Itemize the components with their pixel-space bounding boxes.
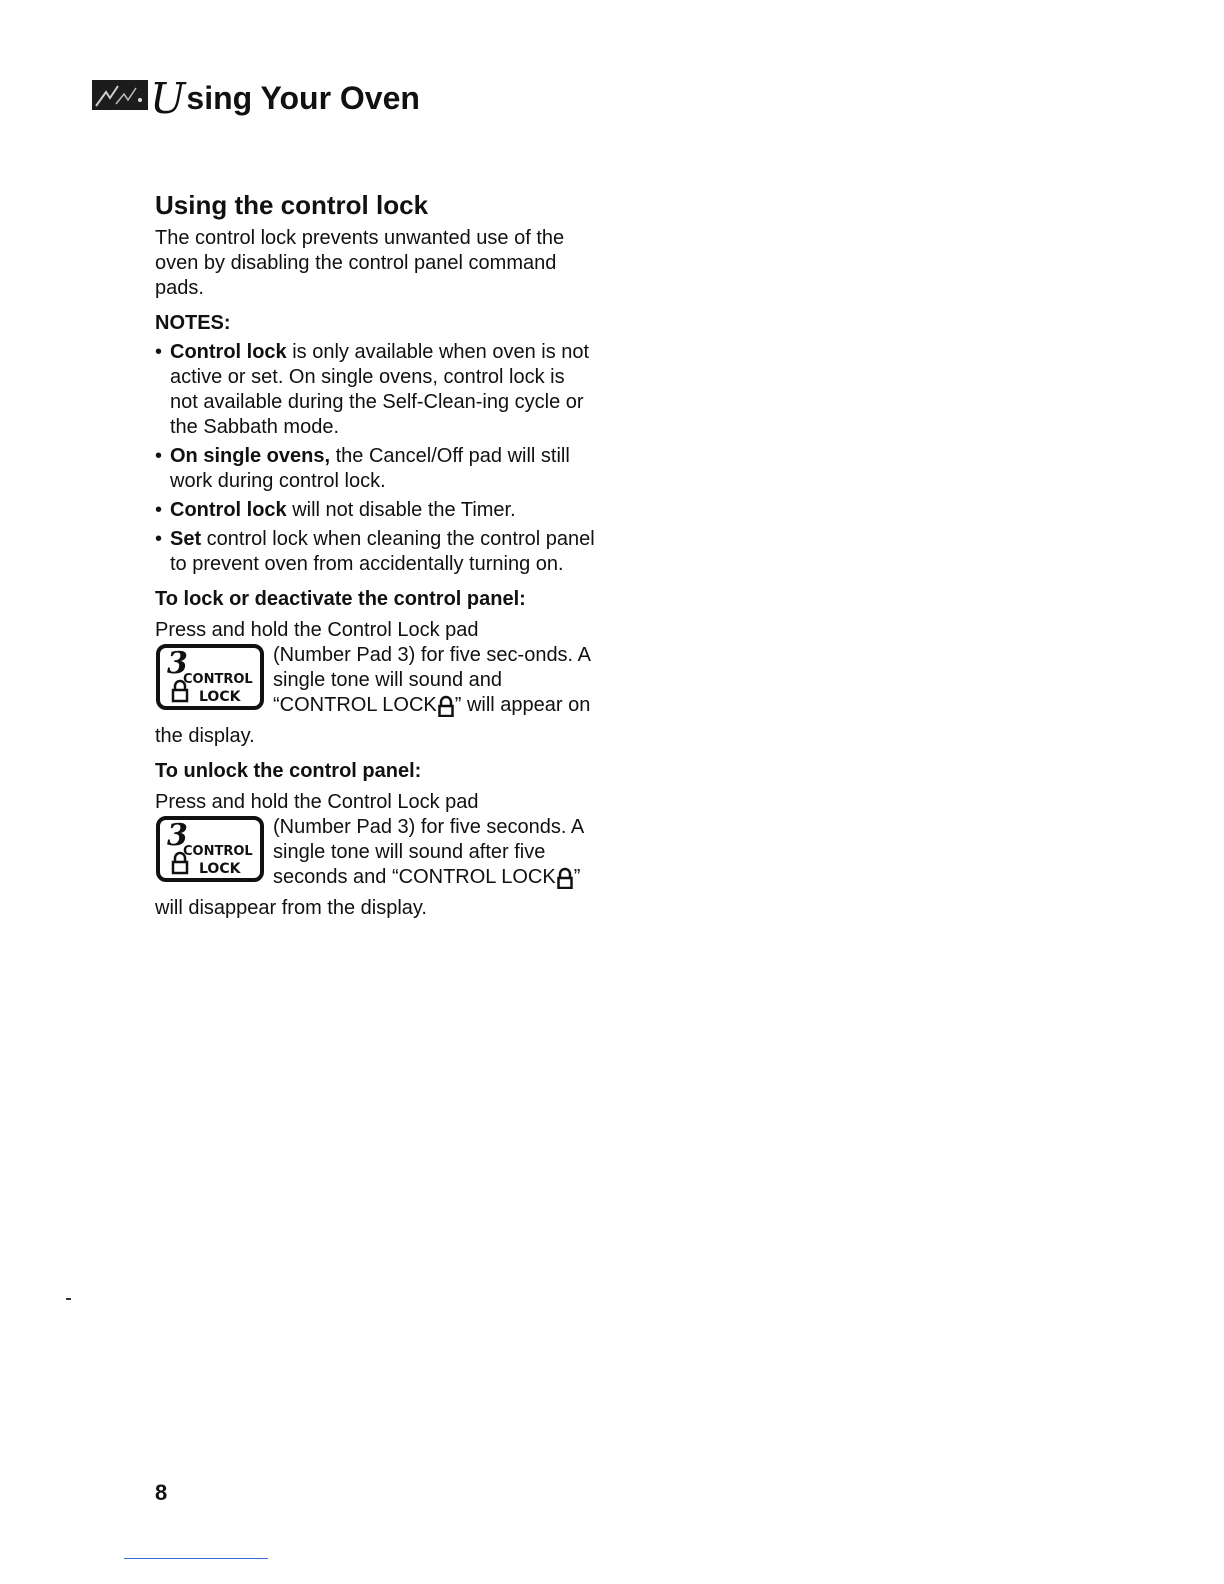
note-bold: Set (170, 528, 202, 550)
notes-list (155, 340, 595, 577)
lock-line1: Press and hold the Control Lock pad (155, 619, 479, 641)
control-lock-pad-icon (155, 815, 265, 883)
pad-number: 3 (167, 646, 188, 681)
page-header-title: sing Your Oven (186, 80, 420, 116)
pad-word-lock: LOCK (199, 861, 241, 877)
list-item (155, 444, 595, 494)
lock-icon (557, 867, 573, 896)
pad-word-lock: LOCK (199, 689, 241, 705)
header-initial: U (150, 74, 186, 123)
section-title: Using the control lock (155, 190, 429, 220)
note-text: is only available when oven is not active or set. On single ovens, control lock is not available during the Self-Clean-ing cycle or the Sabbath mode. (170, 341, 590, 438)
main-content (155, 188, 595, 921)
page-number: 8 (155, 1480, 168, 1505)
unlock-text-after-icon: ” will disappear from the display. (155, 866, 581, 919)
decorative-header-mark-icon (92, 80, 148, 110)
note-bold: Control lock (170, 341, 287, 363)
note-bold: On single ovens, (170, 445, 331, 467)
note-text: control lock when cleaning the control panel to prevent oven from accidentally turning on. (170, 528, 595, 575)
lock-instructions (155, 643, 595, 749)
unlock-text-before-icon: (Number Pad 3) for five seconds. A single tone will sound after five seconds and “CONTROL LOCK (273, 816, 584, 888)
list-item (155, 527, 595, 577)
notes-label: NOTES: (155, 312, 231, 334)
lock-heading: To lock or deactivate the control panel: (155, 588, 526, 610)
unlock-heading: To unlock the control panel: (155, 760, 422, 782)
unlock-line1: Press and hold the Control Lock pad (155, 791, 479, 813)
page-header (92, 72, 420, 123)
intro-paragraph: The control lock prevents unwanted use of the oven by disabling the control panel command pads. (155, 227, 565, 299)
list-item (155, 498, 595, 523)
pad-word-control: CONTROL (183, 844, 253, 859)
pad-word-control: CONTROL (183, 672, 253, 687)
note-bold: Control lock (170, 499, 287, 521)
note-text: will not disable the Timer. (286, 499, 516, 521)
lock-text-before-icon: (Number Pad 3) for five sec-onds. A single tone will sound and “CONTROL LOCK (273, 644, 590, 716)
pad-number: 3 (167, 818, 188, 853)
unlock-instructions (155, 815, 595, 921)
scan-speck (66, 1298, 71, 1300)
lock-text-after-icon: ” will appear on the display. (155, 694, 591, 747)
footer-divider (124, 1558, 268, 1559)
list-item (155, 340, 595, 440)
note-text: the Cancel/Off pad will still work during control lock. (170, 445, 570, 492)
lock-icon (438, 695, 454, 724)
control-lock-pad-icon (155, 643, 265, 711)
